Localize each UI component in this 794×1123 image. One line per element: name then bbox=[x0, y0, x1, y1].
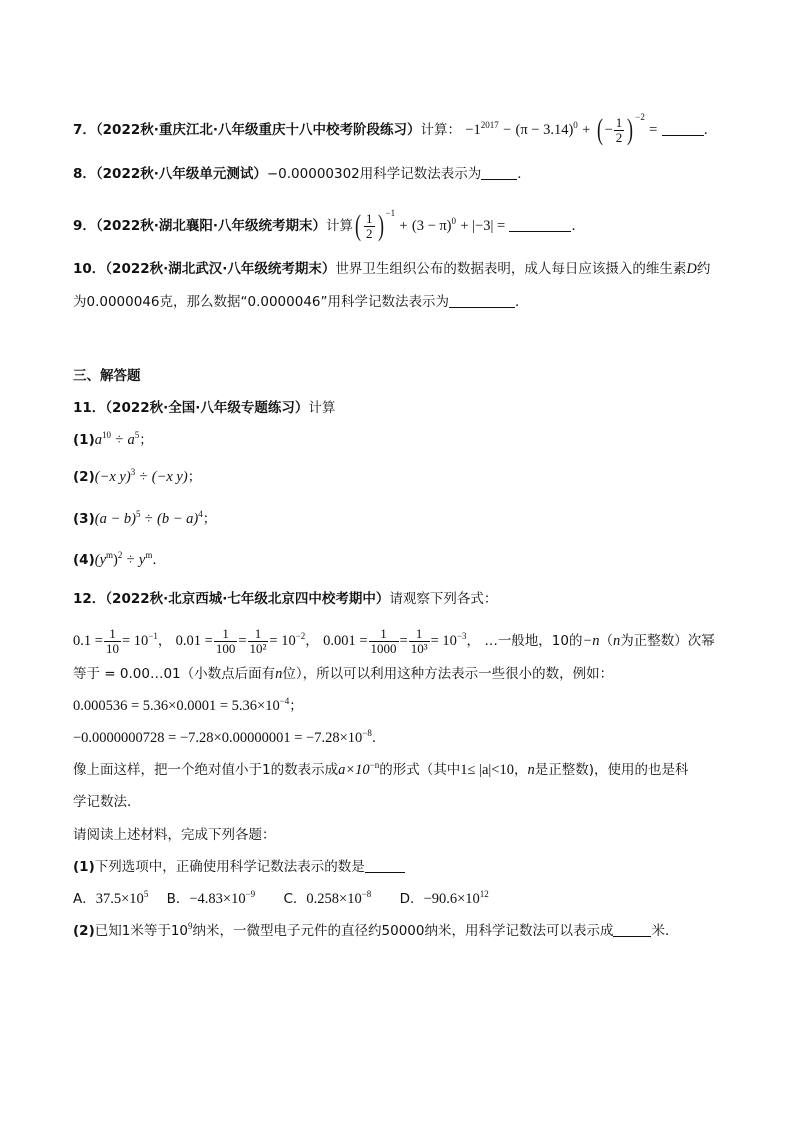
math-term: 1≤ |a|<10 bbox=[460, 762, 514, 778]
math-exponent: −3 bbox=[456, 631, 467, 641]
sub-label: (1) bbox=[73, 432, 95, 448]
punctuation: ， bbox=[466, 633, 481, 649]
answer-blank[interactable] bbox=[613, 922, 651, 937]
punctuation: ， bbox=[157, 633, 172, 649]
math-term: = 10 bbox=[430, 633, 457, 649]
question-number: 10． bbox=[73, 261, 106, 277]
sub-question-4 bbox=[73, 550, 166, 570]
math-exponent: −1 bbox=[148, 631, 158, 641]
option-value: −90.6×10 bbox=[423, 891, 480, 907]
math-term: (b − a) bbox=[157, 511, 199, 527]
math-term: 0.001 = bbox=[323, 633, 368, 649]
fraction-numerator: 1 bbox=[615, 114, 623, 130]
answer-blank[interactable] bbox=[449, 293, 515, 308]
question-text: 为0.0000046克，那么数据“0.0000046”用科学记数法表示为 bbox=[73, 294, 449, 310]
math-exponent: m bbox=[145, 550, 153, 560]
math-term: + |−3| = bbox=[460, 218, 506, 234]
fraction-numerator: 1 bbox=[248, 627, 269, 642]
question-prompt: 计算 bbox=[308, 400, 336, 416]
body-text: 位），所以可以利用这种方法表示一些很小的数，例如： bbox=[282, 666, 614, 682]
section-title: 三、解答题 bbox=[73, 368, 141, 384]
math-exponent: 5 bbox=[135, 509, 141, 519]
body-text: 等于 = 0.00…01（小数点后面有 bbox=[73, 666, 276, 682]
question-9: 9．（2022秋·湖北襄阳·八年级统考期末）计算( $\frac{1}{2}$ ) $^{-1} + (3 - \pi)^0 + |-3|$ = ． bbox=[73, 208, 585, 242]
question-source: （2022秋·北京西城·七年级北京四中校考期中） bbox=[105, 591, 390, 607]
punctuation: ． bbox=[571, 218, 585, 234]
math-exponent: 2 bbox=[117, 550, 123, 560]
math-operator: ÷ bbox=[126, 552, 135, 568]
fraction-denominator: 2 bbox=[366, 225, 373, 241]
answer-blank[interactable] bbox=[662, 121, 704, 136]
question-prompt: 请观察下列各式： bbox=[389, 591, 498, 607]
body-text: 像上面这样，把一个绝对值小于1的数表示成 bbox=[73, 762, 339, 778]
body-text: 下列选项中，正确使用科学记数法表示的数是 bbox=[94, 859, 365, 875]
option-exponent: −9 bbox=[245, 889, 256, 899]
punctuation: ． bbox=[515, 294, 529, 310]
math-exponent: −1 bbox=[385, 208, 396, 218]
punctuation: ； bbox=[289, 698, 303, 714]
option-d[interactable] bbox=[400, 889, 489, 909]
punctuation: ． bbox=[517, 166, 531, 182]
math-exponent: −2 bbox=[295, 631, 306, 641]
math-exponent: m bbox=[106, 550, 114, 560]
question-number: 9． bbox=[73, 218, 96, 234]
math-operator: + bbox=[582, 122, 591, 138]
sub-question-2 bbox=[73, 467, 201, 487]
fraction-denominator: 10³ bbox=[410, 640, 428, 656]
question-12 bbox=[73, 589, 497, 609]
question-source: （2022秋·湖北襄阳·八年级统考期末） bbox=[95, 218, 326, 234]
math-term: (y bbox=[94, 552, 106, 568]
math-variable: n bbox=[275, 666, 283, 682]
answer-blank[interactable] bbox=[481, 165, 517, 180]
math-exponent: 0 bbox=[573, 120, 578, 130]
math-exponent: 3 bbox=[130, 467, 136, 477]
body-text: 米． bbox=[651, 923, 679, 939]
math-exponent: −4 bbox=[279, 696, 290, 706]
math-term: a×10 bbox=[338, 762, 370, 778]
options-row bbox=[73, 889, 503, 909]
option-letter: C． bbox=[283, 891, 307, 907]
fraction bbox=[248, 627, 269, 656]
sub-label: (2) bbox=[73, 923, 95, 939]
math-operator: = bbox=[649, 122, 658, 138]
question-source: （2022秋·湖北武汉·八年级统考期末） bbox=[105, 261, 336, 277]
body-text: 纳米，一微型电子元件的直径约50000纳米，用科学记数法可以表示成 bbox=[192, 923, 614, 939]
fraction-numerator: 1 bbox=[104, 627, 121, 642]
question-number: 8． bbox=[73, 166, 96, 182]
math-term: (−x y) bbox=[151, 469, 188, 485]
fraction bbox=[104, 627, 121, 656]
math-term: y bbox=[138, 552, 146, 568]
option-letter: B． bbox=[166, 891, 190, 907]
punctuation: ； bbox=[139, 432, 153, 448]
fraction bbox=[409, 627, 430, 656]
fraction-numerator: 1 bbox=[214, 627, 238, 642]
fraction bbox=[364, 212, 375, 241]
question-prompt: 计算 bbox=[326, 218, 353, 234]
sub-question-12-1 bbox=[73, 857, 405, 877]
math-term: a bbox=[127, 432, 135, 448]
math-operator: ÷ bbox=[139, 469, 148, 485]
body-text: …一般地，10的 bbox=[484, 633, 583, 649]
fraction-denominator: 100 bbox=[215, 640, 236, 656]
fraction-denominator: 10 bbox=[105, 640, 119, 656]
explanation-line bbox=[73, 664, 613, 684]
option-b[interactable] bbox=[167, 889, 256, 909]
option-value: 37.5×10 bbox=[95, 891, 144, 907]
punctuation: ． bbox=[703, 122, 718, 138]
punctuation: ． bbox=[371, 730, 386, 746]
math-term: −1 bbox=[465, 122, 481, 138]
fraction-denominator: 2 bbox=[615, 129, 623, 145]
math-operator: = bbox=[238, 633, 247, 649]
math-exponent: 0 bbox=[451, 216, 457, 226]
math-term: = 10 bbox=[269, 633, 296, 649]
option-exponent: 5 bbox=[143, 889, 149, 899]
sub-question-1 bbox=[73, 430, 153, 450]
question-number: 12． bbox=[73, 591, 106, 607]
instruction-line: 请阅读上述材料，完成下列各题： bbox=[73, 827, 276, 843]
math-variable: −n bbox=[582, 633, 600, 649]
fraction bbox=[214, 627, 238, 656]
math-term: ) bbox=[113, 552, 118, 568]
math-operator: ÷ bbox=[115, 432, 124, 448]
math-term: 0.01 = bbox=[175, 633, 213, 649]
sub-label: (2) bbox=[73, 469, 95, 485]
fraction-denominator: 10² bbox=[249, 640, 267, 656]
sub-question-3 bbox=[73, 509, 216, 529]
question-10-line-2 bbox=[73, 292, 529, 312]
body-text: （ bbox=[599, 633, 614, 649]
math-exponent: 4 bbox=[198, 509, 203, 519]
answer-blank[interactable] bbox=[509, 217, 571, 232]
question-text: −0.00000302用科学记数法表示为 bbox=[266, 166, 482, 182]
math-term: (π − 3.14) bbox=[515, 122, 574, 138]
math-operator: − bbox=[604, 122, 613, 138]
punctuation: ． bbox=[152, 552, 166, 568]
option-value: −4.83×10 bbox=[189, 891, 246, 907]
description-line-1 bbox=[73, 760, 689, 780]
question-prompt: 计算： bbox=[420, 122, 461, 138]
fraction-numerator: 1 bbox=[366, 210, 373, 226]
option-letter: A． bbox=[73, 891, 96, 907]
question-number: 11． bbox=[73, 400, 106, 416]
math-variable: n bbox=[613, 633, 621, 649]
body-text: 的形式（其中 bbox=[379, 762, 461, 778]
math-operator: + bbox=[399, 218, 408, 234]
math-operator: = bbox=[399, 633, 408, 649]
question-8 bbox=[73, 164, 531, 184]
question-text: 世界卫生组织公布的数据表明，成人每日应该摄入的维生素 bbox=[335, 261, 687, 277]
math-exponent: −n bbox=[369, 760, 380, 770]
option-exponent: 12 bbox=[479, 889, 489, 899]
example-2 bbox=[73, 728, 385, 748]
question-source: （2022秋·全国·八年级专题练习） bbox=[105, 400, 309, 416]
option-value: 0.258×10 bbox=[306, 891, 362, 907]
math-exponent: −2 bbox=[635, 112, 645, 122]
question-number: 7． bbox=[73, 122, 96, 138]
fraction-denominator: 1000 bbox=[370, 640, 397, 656]
math-operator: − bbox=[503, 122, 512, 138]
body-text: 是正整数)，使用的也是科 bbox=[534, 762, 689, 778]
example-fractions-line bbox=[73, 624, 715, 658]
math-variable: n bbox=[527, 762, 535, 778]
math-term: −0.0000000728 = −7.28×0.00000001 = −7.28×10 bbox=[73, 730, 363, 746]
sub-label: (1) bbox=[73, 859, 95, 875]
example-1 bbox=[73, 696, 303, 716]
sub-question-12-2 bbox=[73, 921, 678, 941]
option-letter: D． bbox=[399, 891, 424, 907]
fraction-numerator: 1 bbox=[409, 627, 430, 642]
math-variable: D bbox=[686, 261, 697, 277]
option-exponent: −8 bbox=[361, 889, 372, 899]
question-10 bbox=[73, 259, 710, 279]
punctuation: ， bbox=[305, 633, 319, 649]
body-text: 为正整数）次幂 bbox=[620, 633, 715, 649]
answer-blank[interactable] bbox=[365, 858, 405, 873]
punctuation: ； bbox=[202, 511, 217, 527]
math-operator: ÷ bbox=[144, 511, 153, 527]
math-term: 0.000536 = 5.36×0.0001 = 5.36×10 bbox=[73, 698, 280, 714]
math-term: (−x y) bbox=[94, 469, 131, 485]
question-7: 7．（2022秋·重庆江北·八年级重庆十八中校考阶段练习）计算： $-1^{2017} - (\pi - 3.14)^0$ + ( − $\frac{1}{2}$ ) $^{-2}$ = ． bbox=[73, 112, 718, 146]
fraction bbox=[369, 627, 399, 656]
option-c[interactable] bbox=[283, 889, 371, 909]
punctuation: ； bbox=[187, 469, 202, 485]
math-term: a bbox=[94, 432, 102, 448]
punctuation: ， bbox=[513, 762, 528, 778]
sub-label: (3) bbox=[73, 511, 95, 527]
question-text: 约 bbox=[696, 261, 711, 277]
option-a[interactable] bbox=[73, 889, 148, 909]
fraction bbox=[614, 116, 625, 145]
math-exponent: −8 bbox=[362, 728, 372, 738]
sub-label: (4) bbox=[73, 552, 95, 568]
math-term: (3 − π) bbox=[411, 218, 452, 234]
math-exponent: 5 bbox=[134, 430, 140, 440]
math-term: 0.1 = bbox=[73, 633, 103, 649]
question-source: （2022秋·重庆江北·八年级重庆十八中校考阶段练习） bbox=[95, 122, 421, 138]
math-exponent: 9 bbox=[188, 921, 193, 931]
body-text: 已知1米等于10 bbox=[94, 923, 189, 939]
fraction-numerator: 1 bbox=[369, 627, 399, 642]
math-exponent: 10 bbox=[101, 430, 111, 440]
math-term: = 10 bbox=[121, 633, 149, 649]
description-line-2: 学记数法． bbox=[73, 794, 141, 810]
question-source: （2022秋·八年级单元测试） bbox=[95, 166, 267, 182]
question-11 bbox=[73, 398, 335, 418]
math-exponent: 2017 bbox=[480, 120, 499, 130]
math-term: (a − b) bbox=[94, 511, 136, 527]
